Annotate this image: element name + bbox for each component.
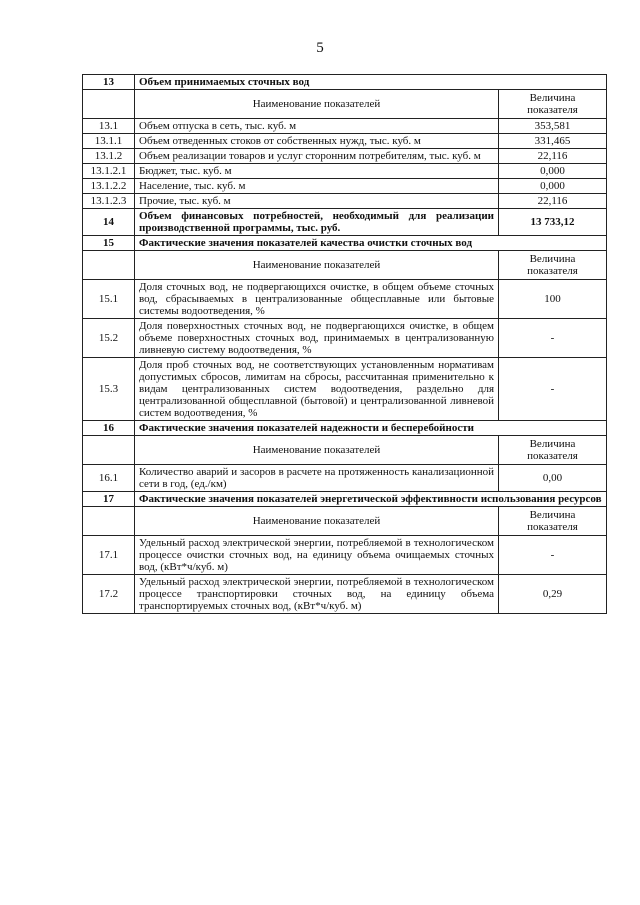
table-row [83,358,607,421]
row-label: Население, тыс. куб. м [135,179,499,194]
column-header-name: Наименование показателей [135,251,499,280]
column-header-value: Величина показателя [499,251,607,280]
row-number: 17.1 [83,536,135,575]
table-row [83,319,607,358]
row-value: 0,29 [499,575,607,614]
row-number: 13.1.1 [83,134,135,149]
row-label: Доля сточных вод, не подвергающихся очистке, в общем объеме сточных вод, сбрасываемых в централизованные общесплавные или бытовые системы водоотведения, % [135,280,499,319]
column-header-row [83,507,607,536]
row-label: Удельный расход электрической энергии, потребляемой в технологическом процессе очистки сточных вод, на единицу объема очищаемых сточных вод, (кВт*ч/куб. м) [135,536,499,575]
row-label: Объем отпуска в сеть, тыс. куб. м [135,119,499,134]
table-row [83,149,607,164]
header-blank-cell [83,507,135,536]
section-title: Фактические значения показателей надежности и бесперебойности [135,421,607,436]
header-blank-cell [83,251,135,280]
row-value: 0,00 [499,465,607,492]
row-number: 15.1 [83,280,135,319]
row-number: 15.2 [83,319,135,358]
header-blank-cell [83,436,135,465]
row-value: 22,116 [499,149,607,164]
row-number: 15.3 [83,358,135,421]
row-label: Объем отведенных стоков от собственных нужд, тыс. куб. м [135,134,499,149]
table-row [83,134,607,149]
table-row [83,280,607,319]
row-number: 17.2 [83,575,135,614]
column-header-value: Величина показателя [499,90,607,119]
table-row [83,119,607,134]
page-number: 5 [316,40,324,56]
header-blank-cell [83,90,135,119]
section-title: Фактические значения показателей качества очистки сточных вод [135,236,607,251]
row-number: 13.1.2.1 [83,164,135,179]
row-label: Прочие, тыс. куб. м [135,194,499,209]
row-value: 0,000 [499,179,607,194]
section-title: Объем принимаемых сточных вод [135,75,607,90]
row-number: 16.1 [83,465,135,492]
section-value: 13 733,12 [499,209,607,236]
row-value: 100 [499,280,607,319]
table-row [83,575,607,614]
row-label: Удельный расход электрической энергии, потребляемой в технологическом процессе транспортировки сточных вод, на единицу объема транспортируемых сточных вод, (кВт*ч/куб. м) [135,575,499,614]
section-title-row [83,421,607,436]
section-number: 16 [83,421,135,436]
column-header-row [83,251,607,280]
section-title: Объем финансовых потребностей, необходимый для реализации производственной программы, тыс. руб. [135,209,499,236]
section-title-row [83,209,607,236]
column-header-row [83,436,607,465]
column-header-row [83,90,607,119]
row-number: 13.1.2.3 [83,194,135,209]
row-value: 0,000 [499,164,607,179]
row-label: Количество аварий и засоров в расчете на протяженность канализационной сети в год, (ед./км) [135,465,499,492]
column-header-name: Наименование показателей [135,436,499,465]
table-row [83,164,607,179]
section-number: 14 [83,209,135,236]
column-header-name: Наименование показателей [135,507,499,536]
row-label: Доля проб сточных вод, не соответствующих установленным нормативам допустимых сбросов, лимитам на сбросы, рассчитанная применительно к видам централизованных систем водоотведения, раздельно для централизованной общесплавной (бытовой) и централизованной ливневой систем водоотведения, % [135,358,499,421]
section-title: Фактические значения показателей энергетической эффективности использования ресурсов [135,492,607,507]
table-row [83,194,607,209]
row-number: 13.1.2.2 [83,179,135,194]
row-label: Объем реализации товаров и услуг сторонним потребителям, тыс. куб. м [135,149,499,164]
indicators-table [82,74,607,614]
row-value: - [499,358,607,421]
row-value: - [499,319,607,358]
section-title-row [83,75,607,90]
table-row [83,179,607,194]
row-value: 22,116 [499,194,607,209]
column-header-value: Величина показателя [499,436,607,465]
section-title-row [83,492,607,507]
row-value: 353,581 [499,119,607,134]
row-label: Доля поверхностных сточных вод, не подвергающихся очистке, в общем объеме поверхностных сточных вод, принимаемых в централизованную ливневую систему водоотведения, % [135,319,499,358]
column-header-name: Наименование показателей [135,90,499,119]
section-number: 17 [83,492,135,507]
row-number: 13.1.2 [83,149,135,164]
table-row [83,536,607,575]
section-number: 15 [83,236,135,251]
column-header-value: Величина показателя [499,507,607,536]
table-row [83,465,607,492]
section-number: 13 [83,75,135,90]
row-number: 13.1 [83,119,135,134]
row-value: - [499,536,607,575]
section-title-row [83,236,607,251]
row-label: Бюджет, тыс. куб. м [135,164,499,179]
row-value: 331,465 [499,134,607,149]
